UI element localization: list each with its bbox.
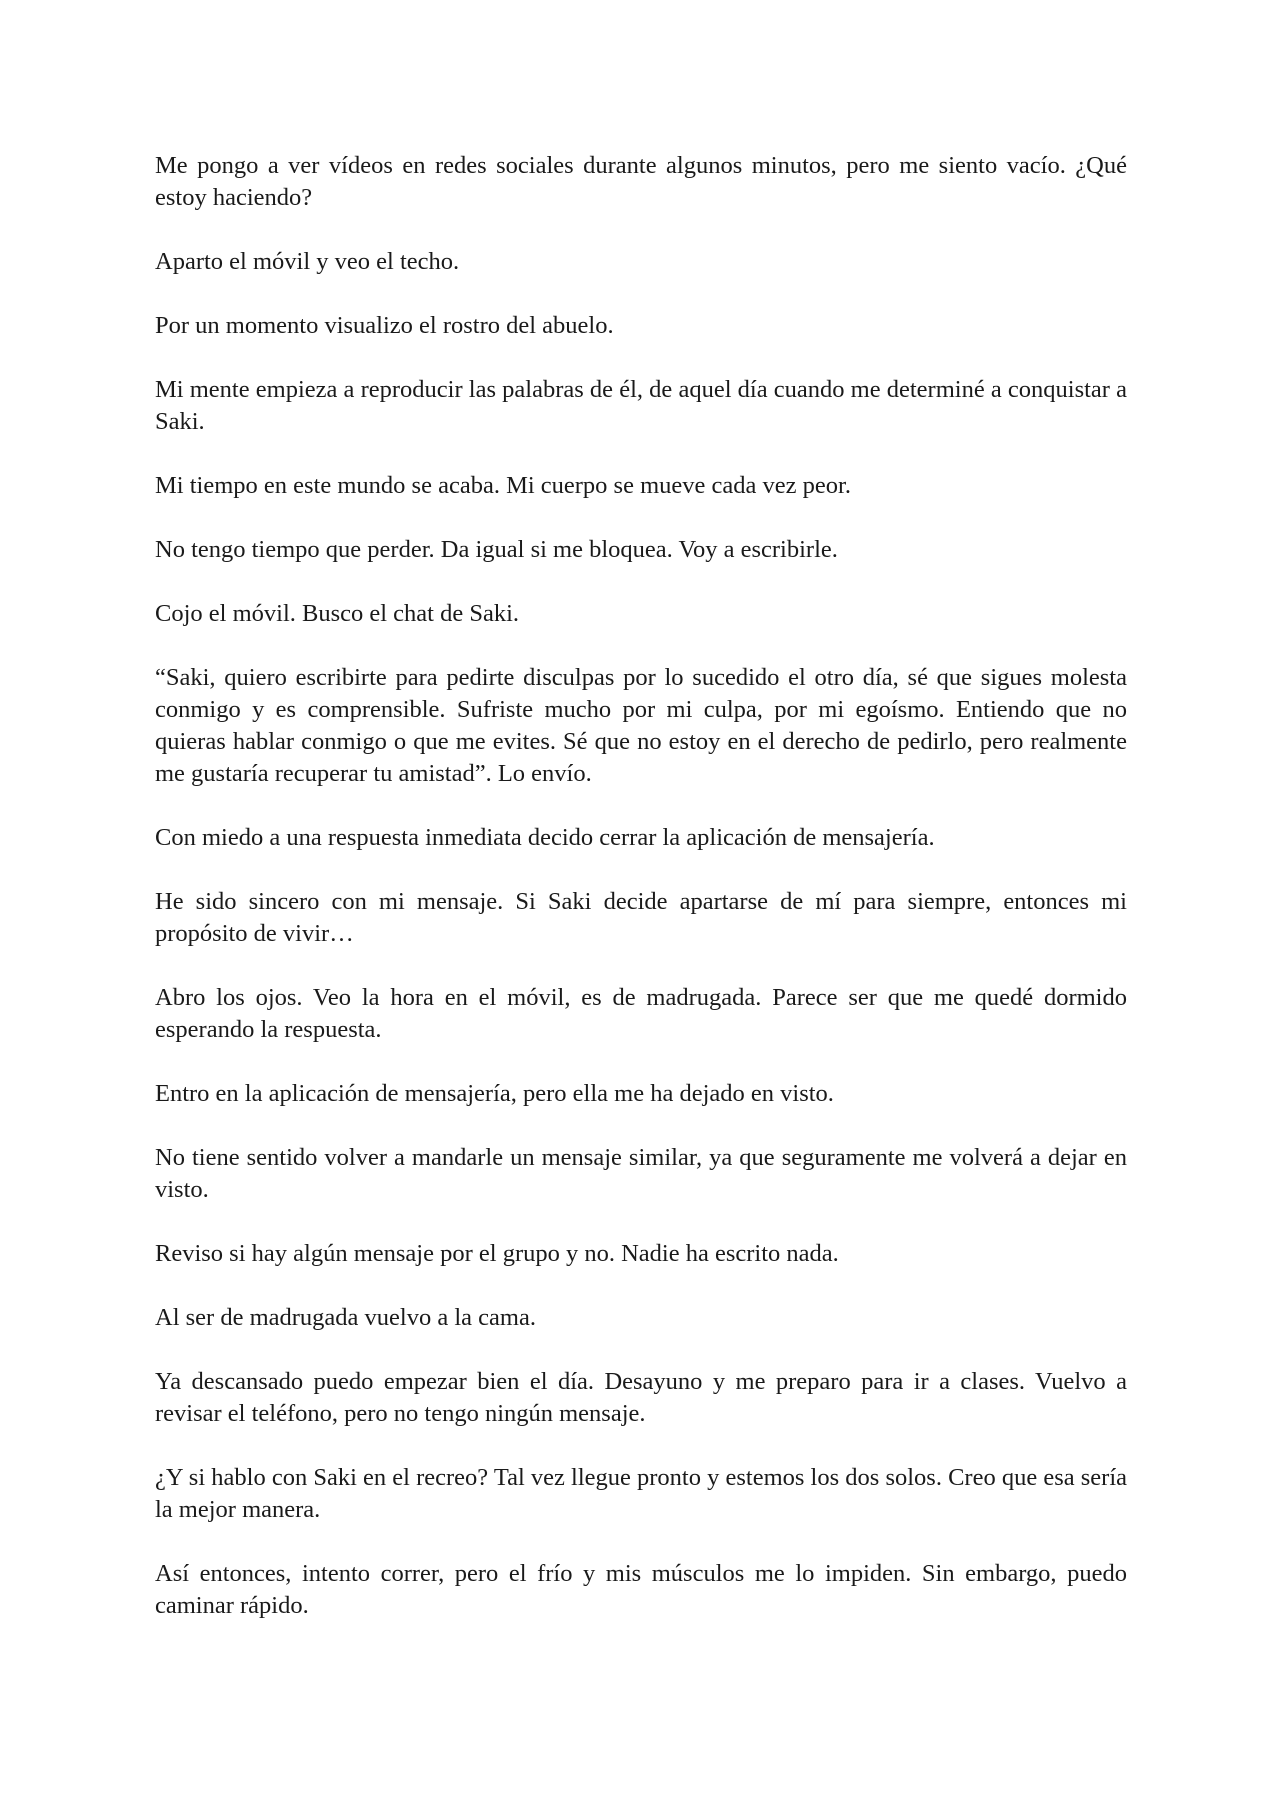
paragraph: Mi tiempo en este mundo se acaba. Mi cuerpo se mueve cada vez peor. (155, 472, 851, 499)
paragraph: Aparto el móvil y veo el techo. (155, 248, 460, 275)
paragraph: Por un momento visualizo el rostro del abuelo. (155, 312, 614, 339)
paragraph: Cojo el móvil. Busco el chat de Saki. (155, 600, 520, 627)
paragraph: Abro los ojos. Veo la hora en el móvil, es de madrugada. Parece ser que me quedé dormido esperando la respuesta. (155, 984, 1127, 1043)
paragraph: Entro en la aplicación de mensajería, pero ella me ha dejado en visto. (155, 1080, 834, 1107)
paragraph: Ya descansado puedo empezar bien el día. Desayuno y me preparo para ir a clases. Vuelvo a revisar el teléfono, pero no tengo ningún mensaje. (155, 1368, 1127, 1427)
paragraph: Mi mente empieza a reproducir las palabras de él, de aquel día cuando me determiné a conquistar a Saki. (155, 376, 1127, 435)
paragraph: Con miedo a una respuesta inmediata decido cerrar la aplicación de mensajería. (155, 824, 935, 851)
paragraph: Al ser de madrugada vuelvo a la cama. (155, 1304, 536, 1331)
paragraph: No tengo tiempo que perder. Da igual si me bloquea. Voy a escribirle. (155, 536, 838, 563)
paragraph: He sido sincero con mi mensaje. Si Saki decide apartarse de mí para siempre, entonces mi propósito de vivir… (155, 888, 1127, 947)
paragraph: Así entonces, intento correr, pero el frío y mis músculos me lo impiden. Sin embargo, puedo caminar rápido. (155, 1560, 1127, 1619)
paragraph: Me pongo a ver vídeos en redes sociales durante algunos minutos, pero me siento vacío. ¿Qué estoy haciendo? (155, 152, 1127, 211)
paragraph: Reviso si hay algún mensaje por el grupo y no. Nadie ha escrito nada. (155, 1240, 839, 1267)
paragraph: ¿Y si hablo con Saki en el recreo? Tal vez llegue pronto y estemos los dos solos. Creo que esa sería la mejor manera. (155, 1464, 1127, 1523)
paragraph: “Saki, quiero escribirte para pedirte disculpas por lo sucedido el otro día, sé que sigues molesta conmigo y es comprensible. Sufriste mucho por mi culpa, por mi egoísmo. Entiendo que no quieras hablar conmigo o que me evites. Sé que no estoy en el derecho de pedirlo, pero realmente me gustaría recuperar tu amistad”. Lo envío. (155, 664, 1127, 787)
document-body (155, 150, 1127, 1654)
paragraph: No tiene sentido volver a mandarle un mensaje similar, ya que seguramente me volverá a dejar en visto. (155, 1144, 1127, 1203)
